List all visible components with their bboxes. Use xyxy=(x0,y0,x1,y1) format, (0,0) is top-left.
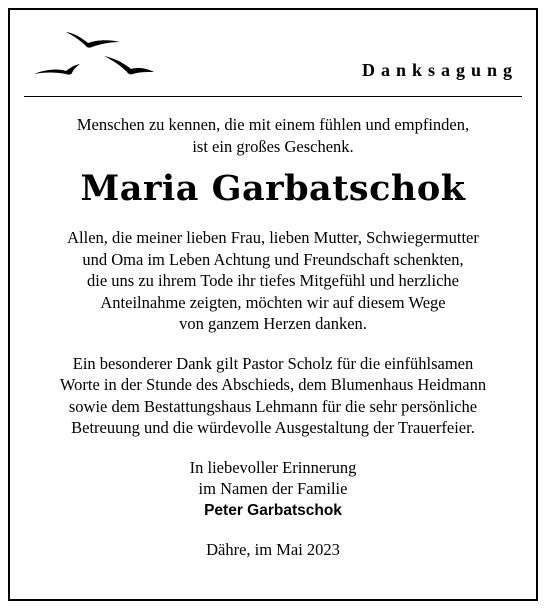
header-divider xyxy=(24,96,522,97)
special-thanks-paragraph: Ein besonderer Dank gilt Pastor Scholz für die einfühlsamen Worte in der Stunde des Abschieds, dem Blumenhaus Heidmann sowie dem Bestattungshaus Lehmann für die sehr persönliche Betreuung und die würdevolle Ausgestaltung der Trauerfeier. xyxy=(59,353,487,437)
intro-text: Menschen zu kennen, die mit einem fühlen und empfinden, ist ein großes Geschenk. xyxy=(76,115,470,156)
notice-body xyxy=(10,114,536,561)
signer-name: Peter Garbatschok xyxy=(204,501,342,519)
deceased-name: Maria Garbatschok xyxy=(80,168,466,209)
thanks-paragraph: Allen, die meiner lieben Frau, lieben Mutter, Schwiegermutter und Oma im Leben Achtung und Freundschaft schenkten, die uns zu ihrem Tode ihr tiefes Mitgefühl und herzliche Anteilnahme zeigten, möchten wir auf diesem Wege von ganzem Herzen danken. xyxy=(67,228,479,333)
place-date: Dähre, im Mai 2023 xyxy=(206,540,340,559)
notice-title: Danksagung xyxy=(361,60,518,80)
signature-block: In liebevoller Erinnerung im Namen der Familie Peter Garbatschok xyxy=(10,457,536,522)
notice-header xyxy=(10,10,536,100)
flying-birds-icon xyxy=(30,24,170,84)
obituary-notice xyxy=(8,8,538,601)
